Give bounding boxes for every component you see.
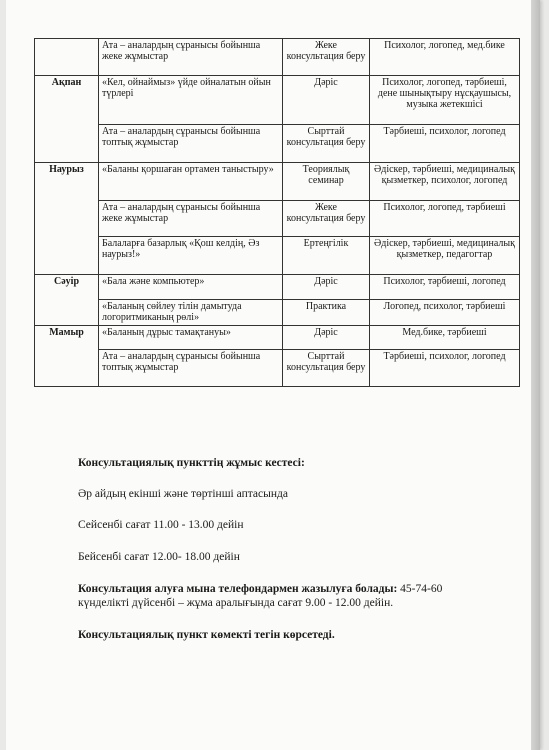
responsible-cell: Мед.бике, тәрбиеші — [370, 326, 520, 350]
table-row — [35, 326, 520, 350]
table-row — [35, 201, 520, 237]
phone-number: 45-74-60 — [397, 583, 443, 595]
topic-cell: Ата – аналардың сұранысы бойынша топтық жұмыстар — [99, 125, 283, 163]
form-cell: Сырттай консультация беру — [283, 125, 370, 163]
table-row — [35, 237, 520, 275]
free-service-note: Консультациялық пункт көмекті тегін көрсетеді. — [78, 629, 335, 641]
phone-line — [78, 582, 518, 596]
table-row — [35, 39, 520, 76]
responsible-cell: Тәрбиеші, психолог, логопед — [370, 125, 520, 163]
month-cell: Мамыр — [35, 326, 99, 387]
topic-cell: Ата – аналардың сұранысы бойынша жеке жұмыстар — [99, 39, 283, 76]
page-edge — [531, 0, 540, 750]
document-page — [6, 0, 540, 750]
phone-hours: күнделікті дүйсенбі – жұма аралығында сағат 9.00 - 12.00 дейін. — [78, 597, 394, 609]
responsible-cell: Психолог, логопед, тәрбиеші — [370, 201, 520, 237]
topic-cell: Балаларға базарлық «Қош келдің, Әз наурыз!» — [99, 237, 283, 275]
responsible-cell: Әдіскер, тәрбиеші, медициналық қызметкер, педагогтар — [370, 237, 520, 275]
month-cell: Ақпан — [35, 76, 99, 163]
table-row — [35, 275, 520, 300]
topic-cell: «Кел, ойнаймыз» үйде ойналатын ойын түрлері — [99, 76, 283, 125]
table-row — [35, 300, 520, 326]
table-row — [35, 163, 520, 201]
topic-cell: «Бала және компьютер» — [99, 275, 283, 300]
tuesday-hours: Сейсенбі сағат 11.00 - 13.00 дейін — [78, 519, 244, 531]
schedule-heading: Консультациялық пункттің жұмыс кестесі: — [78, 457, 305, 469]
phone-label: Консультация алуға мына телефондармен жазылуға болады: — [78, 583, 398, 595]
form-cell: Сырттай консультация беру — [283, 350, 370, 387]
topic-cell: «Баланы қоршаған ортамен таныстыру» — [99, 163, 283, 201]
thursday-hours: Бейсенбі сағат 12.00- 18.00 дейін — [78, 551, 240, 563]
responsible-cell: Логопед, психолог, тәрбиеші — [370, 300, 520, 326]
responsible-cell: Психолог, тәрбиеші, логопед — [370, 275, 520, 300]
topic-cell: «Баланың сөйлеу тілін дамытуда логоритмиканың рөлі» — [99, 300, 283, 326]
form-cell: Жеке консультация беру — [283, 201, 370, 237]
table-row — [35, 76, 520, 125]
topic-cell: «Баланың дұрыс тамақтануы» — [99, 326, 283, 350]
month-cell — [35, 39, 99, 76]
form-cell: Практика — [283, 300, 370, 326]
weeks-text: Әр айдың екінші және төртінші аптасында — [78, 488, 288, 500]
topic-cell: Ата – аналардың сұранысы бойынша жеке жұмыстар — [99, 201, 283, 237]
schedule-table — [34, 38, 520, 387]
responsible-cell: Әдіскер, тәрбиеші, медициналық қызметкер, психолог, логопед — [370, 163, 520, 201]
month-cell: Сәуір — [35, 275, 99, 326]
form-cell: Дәріс — [283, 275, 370, 300]
responsible-cell: Тәрбиеші, психолог, логопед — [370, 350, 520, 387]
form-cell: Ертеңгілік — [283, 237, 370, 275]
responsible-cell: Психолог, логопед, мед.бике — [370, 39, 520, 76]
schedule-info — [78, 456, 518, 642]
form-cell: Теориялық семинар — [283, 163, 370, 201]
form-cell: Жеке консультация беру — [283, 39, 370, 76]
responsible-cell: Психолог, логопед, тәрбиеші, дене шынықтыру нұсқаушысы, музыка жетекшісі — [370, 76, 520, 125]
table-row — [35, 125, 520, 163]
month-cell: Наурыз — [35, 163, 99, 275]
topic-cell: Ата – аналардың сұранысы бойынша топтық жұмыстар — [99, 350, 283, 387]
form-cell: Дәріс — [283, 326, 370, 350]
table-row — [35, 350, 520, 387]
form-cell: Дәріс — [283, 76, 370, 125]
